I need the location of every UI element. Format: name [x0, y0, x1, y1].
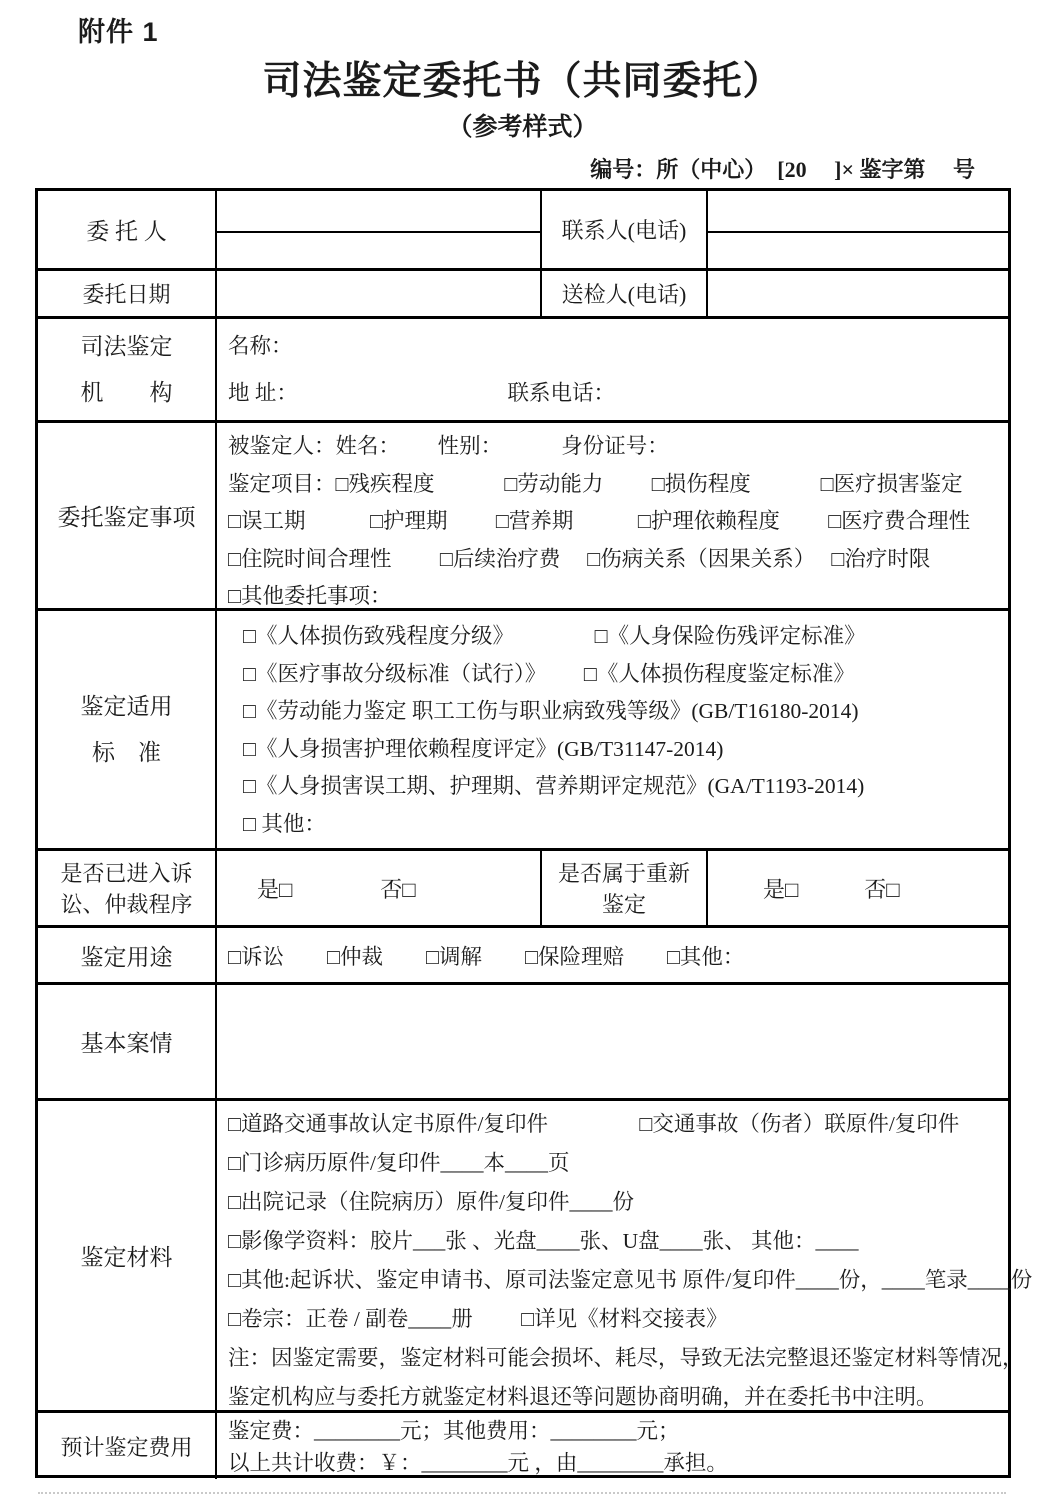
standards-line-2: □《医疗事故分级标准（试行）》 □《人体损伤程度鉴定标准》: [243, 661, 855, 686]
items-line-other: □其他委托事项：: [228, 584, 392, 608]
standards-label-line2: 标 准: [92, 739, 161, 765]
litigation-label-line2: 讼、仲裁程序: [60, 892, 193, 917]
contact-input-cell: [708, 191, 1008, 268]
materials-content: [217, 1101, 1038, 1410]
materials-line-volumes: □卷宗：正卷 / 副卷____册 □详见《材料交接表》: [228, 1307, 728, 1331]
case-label: 基本案情: [38, 985, 217, 1098]
litigation-options: 是□ 否□: [217, 851, 542, 925]
date-label: 委托日期: [38, 271, 217, 316]
row-client: [38, 191, 1008, 271]
row-date: [38, 271, 1008, 319]
items-line-projects: 鉴定项目：□残疾程度 □劳动能力 □损伤程度 □医疗损害鉴定: [228, 471, 963, 496]
contact-input-line1: [708, 191, 1008, 233]
materials-line-outpatient: □门诊病历原件/复印件____本____页: [228, 1151, 570, 1175]
row-org: [38, 319, 1008, 423]
row-fee: [38, 1413, 1008, 1479]
date-input-cell: [217, 271, 542, 316]
case-content-cell: [217, 985, 1008, 1098]
standards-line-3: □《劳动能力鉴定 职工工伤与职业病致残等级》(GB/T16180-2014): [243, 699, 859, 724]
sender-label: 送检人(电话): [542, 271, 708, 316]
items-line-hospital: □住院时间合理性 □后续治疗费 □伤病关系（因果关系） □治疗时限: [228, 546, 931, 571]
purpose-content: □诉讼 □仲裁 □调解 □保险理赔 □其他：: [228, 944, 745, 969]
row-case: [38, 985, 1008, 1101]
contact-label: 联系人(电话): [542, 191, 708, 268]
purpose-label: 鉴定用途: [38, 928, 217, 982]
row-purpose: [38, 928, 1008, 985]
materials-label: 鉴定材料: [38, 1101, 217, 1410]
reappraisal-label-line1: 是否属于重新: [557, 861, 690, 886]
org-label: [38, 319, 217, 420]
sender-input-cell: [708, 271, 1008, 316]
standards-line-1: □《人体损伤致残程度分级》 □《人身保险伤残评定标准》: [243, 624, 866, 648]
doc-number: 编号：所（中心） [20 ]× 鉴字第 号: [590, 157, 975, 182]
standards-label-line1: 鉴定适用: [80, 693, 173, 719]
litigation-label: [38, 851, 217, 925]
page-subtitle: （参考样式）: [447, 113, 598, 141]
standards-line-4: □《人身损害护理依赖程度评定》(GB/T31147-2014): [243, 736, 724, 761]
fee-label: 预计鉴定费用: [38, 1413, 217, 1479]
reappraisal-options: 是□ 否□: [763, 876, 900, 902]
materials-line-other: □其他:起诉状、鉴定申请书、原司法鉴定意见书 原件/复印件____份，____笔录____份: [228, 1268, 1033, 1292]
client-label: 委 托 人: [38, 191, 217, 268]
standards-content: [217, 611, 1008, 848]
fee-line-amounts: 鉴定费：________元；其他费用：________元；: [228, 1419, 680, 1443]
standards-line-5: □《人身损害误工期、护理期、营养期评定规范》(GA/T1193-2014): [243, 774, 865, 799]
commission-form-table: [35, 188, 1033, 1478]
materials-note: 注：因鉴定需要，鉴定材料可能会损坏、耗尽，导致无法完整退还鉴定材料等情况，鉴定机构应与委托方就鉴定材料退还等问题协商明确，并在委托书中注明。: [228, 1346, 1024, 1409]
fee-line-total: 以上共计收费：￥：________元 ，由________承担。: [228, 1451, 728, 1475]
litigation-label-line1: 是否已进入诉: [60, 861, 193, 886]
standards-label: [38, 611, 217, 848]
row-litigation: [38, 851, 1008, 928]
org-label-line2: 机 构: [80, 379, 173, 405]
page-title: 司法鉴定委托书（共同委托）: [262, 60, 783, 103]
reappraisal-label-line2: 鉴定: [601, 892, 646, 917]
materials-line-accident: □道路交通事故认定书原件/复印件 □交通事故（伤者）联原件/复印件: [228, 1112, 960, 1136]
materials-line-imaging: □影像学资料：胶片___张 、光盘____张、U盘____张、 其他：____: [228, 1229, 859, 1253]
page-cut-line: [38, 1492, 1006, 1494]
org-content: [217, 319, 1008, 420]
org-name-line: 名称：: [228, 334, 293, 358]
org-address-line: 地 址： 联系电话：: [228, 381, 616, 405]
client-input-line1: [217, 191, 540, 233]
standards-line-6: □ 其他：: [243, 811, 326, 836]
fee-content: [217, 1413, 1008, 1479]
items-line-periods: □误工期 □护理期 □营养期 □护理依赖程度 □医疗费合理性: [228, 509, 971, 533]
row-standards: [38, 611, 1008, 851]
client-input-line2: [217, 233, 540, 268]
attachment-label: 附件 1: [78, 17, 159, 47]
items-label: 委托鉴定事项: [38, 423, 217, 608]
org-label-line1: 司法鉴定: [80, 333, 173, 359]
reappraisal-label: [542, 851, 708, 925]
client-input-cell: [217, 191, 542, 268]
items-content: [217, 423, 1008, 608]
row-materials: [38, 1101, 1033, 1413]
contact-input-line2: [708, 233, 1008, 268]
row-items: [38, 423, 1008, 611]
items-line-person: 被鉴定人：姓名： 性别： 身份证号：: [228, 434, 669, 458]
materials-line-discharge: □出院记录（住院病历）原件/复印件____份: [228, 1190, 634, 1214]
